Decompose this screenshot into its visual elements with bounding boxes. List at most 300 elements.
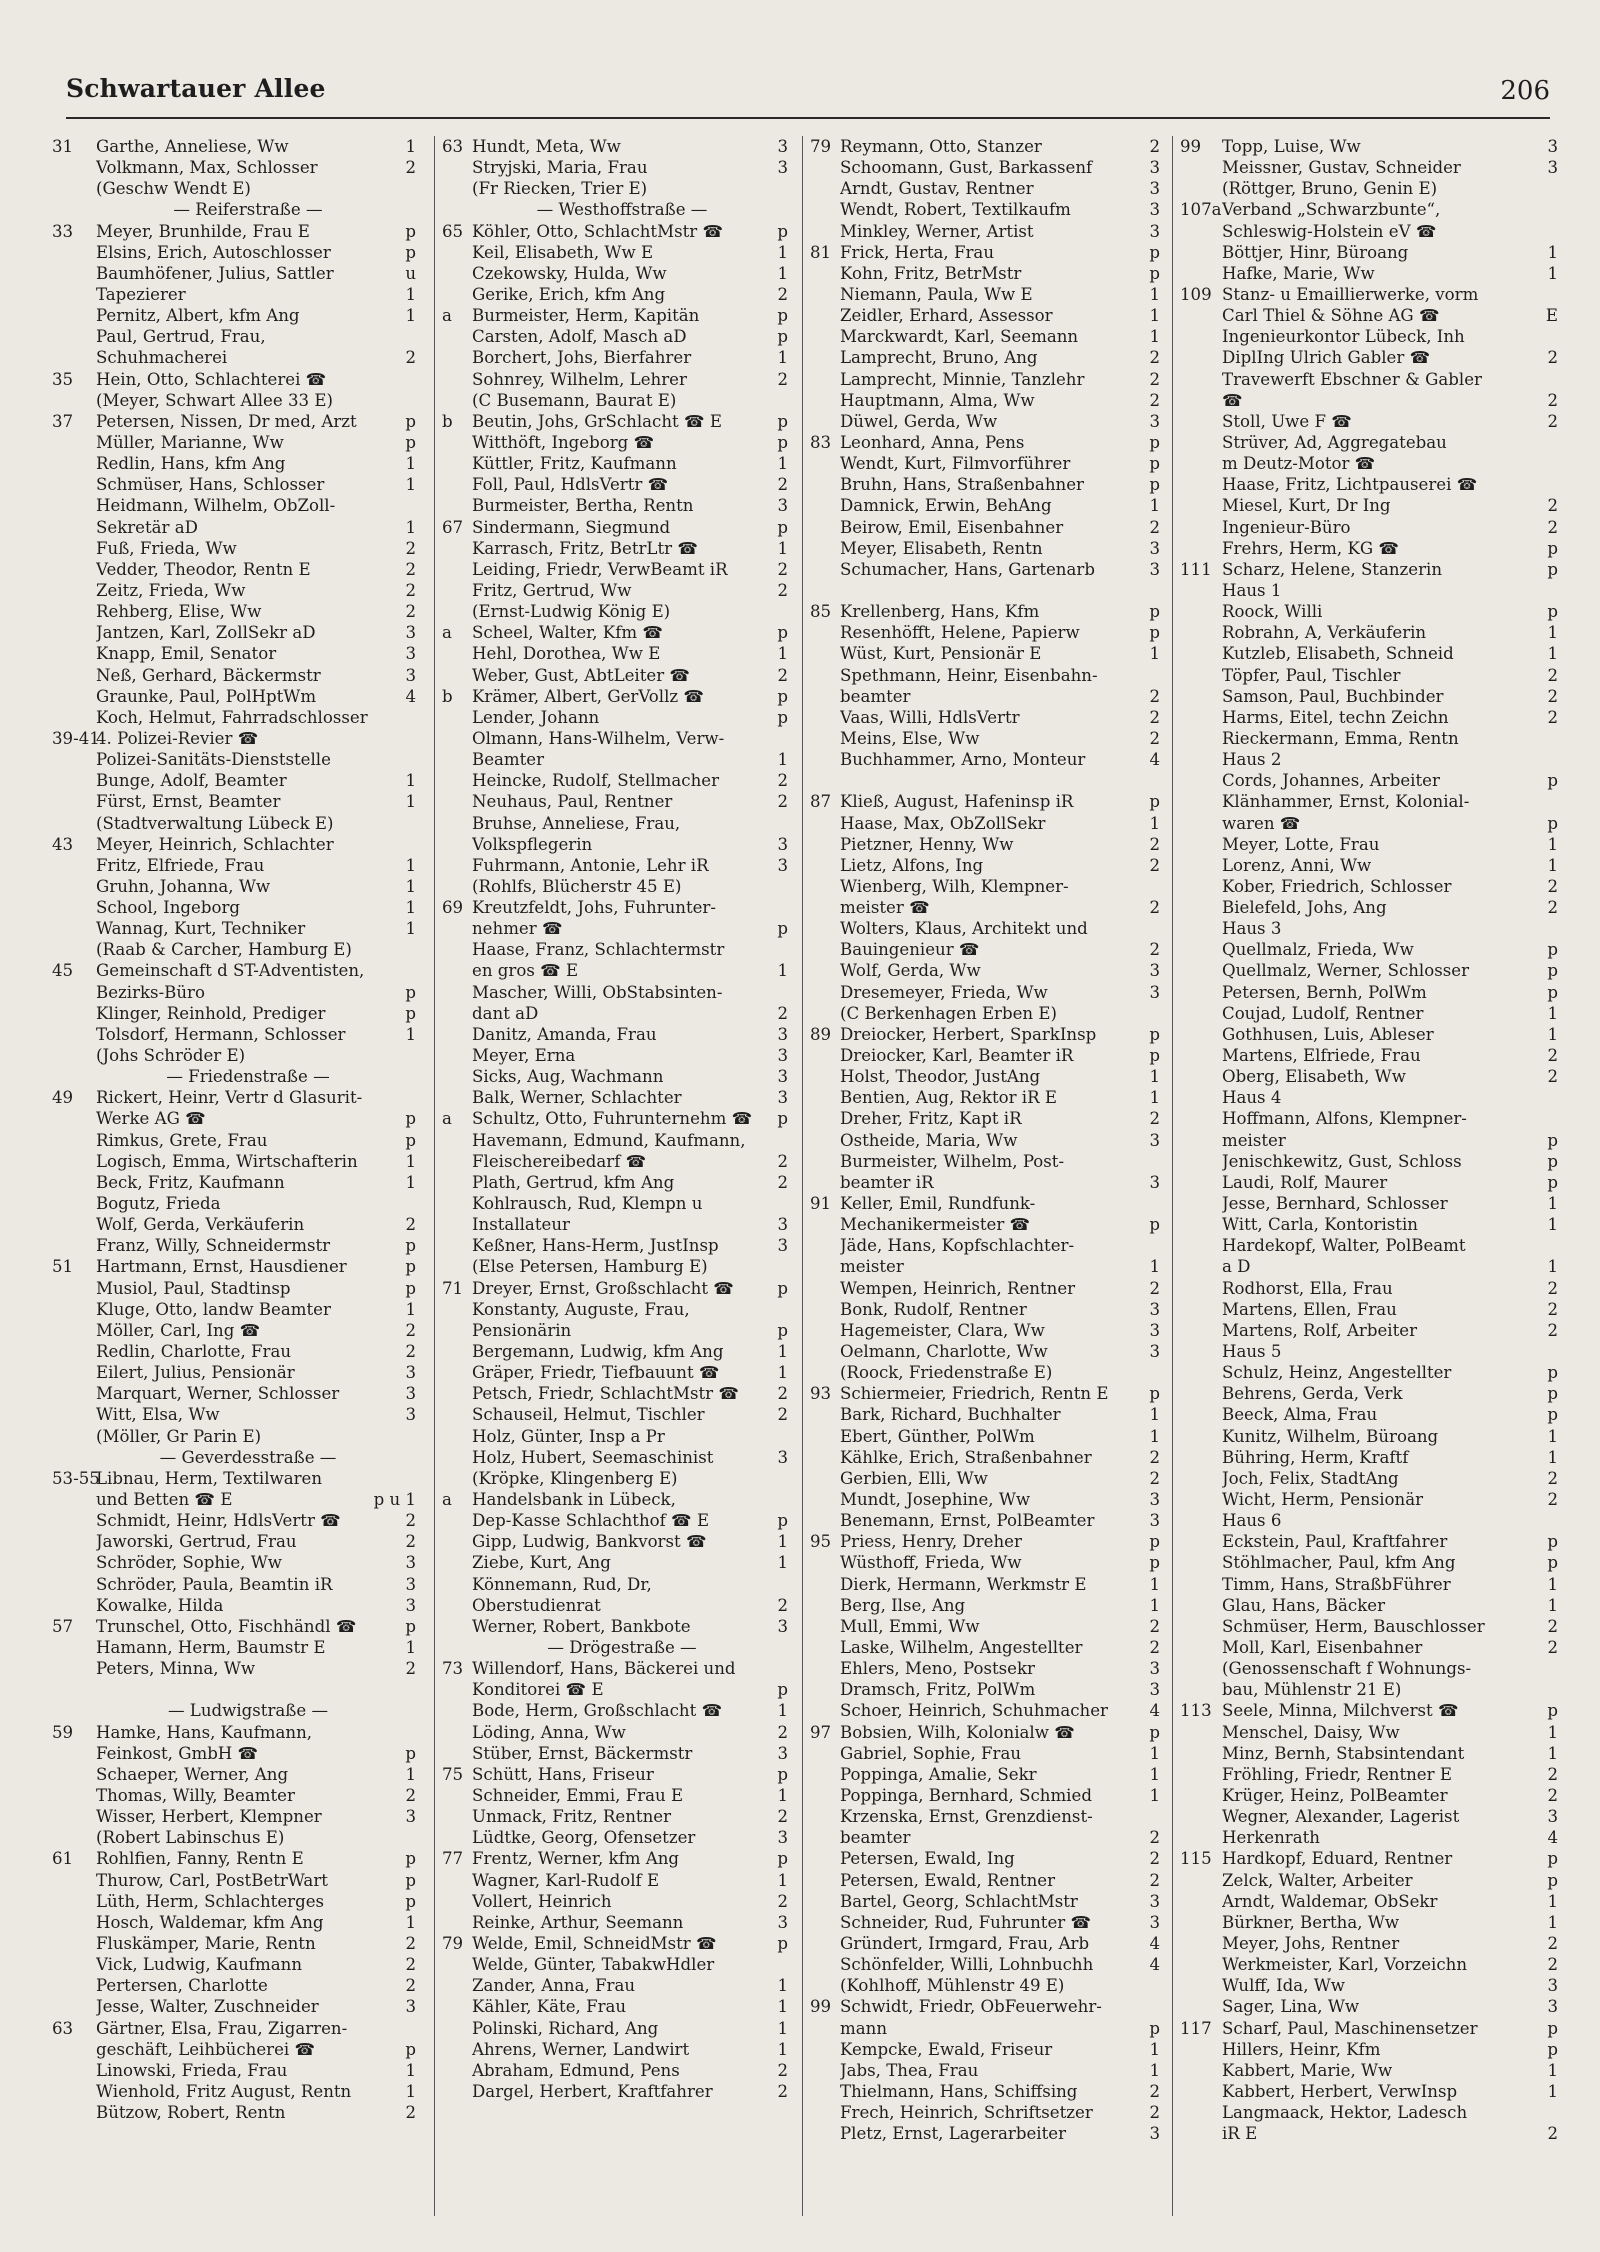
- floor-indicator: 2: [777, 580, 788, 600]
- entry-text: Holst, Theodor, JustAng: [840, 1067, 1041, 1087]
- directory-entry: [802, 1722, 1160, 1743]
- entry-text: Arndt, Gustav, Rentner: [840, 179, 1034, 199]
- entry-text: Dreher, Fritz, Kapt iR: [840, 1109, 1022, 1129]
- floor-indicator: p: [1547, 813, 1558, 833]
- house-number: [810, 749, 840, 770]
- directory-entry: [434, 1383, 788, 1404]
- entry-text: Gründert, Irmgard, Frau, Arb: [840, 1933, 1090, 1953]
- house-number: [442, 1996, 472, 2017]
- house-number: [1180, 876, 1222, 897]
- entry-text: Priess, Henry, Dreher: [840, 1532, 1022, 1552]
- entry-text: Kließ, August, Hafeninsp iR: [840, 792, 1074, 812]
- house-number: [442, 813, 472, 834]
- floor-indicator: [772, 1954, 788, 1975]
- directory-entry: [802, 242, 1160, 263]
- floor-indicator: 1: [1149, 1595, 1160, 1615]
- entry-text: Beirow, Emil, Eisenbahner: [840, 517, 1064, 537]
- directory-entry: [1172, 1299, 1558, 1320]
- entry-text: Jesse, Bernhard, Schlosser: [1222, 1194, 1448, 1214]
- entry-text: Dargel, Herbert, Kraftfahrer: [472, 2081, 713, 2101]
- floor-indicator: 2: [777, 475, 788, 495]
- floor-indicator: [772, 982, 788, 1003]
- house-number: [1180, 2123, 1222, 2144]
- house-number: [810, 1912, 840, 1933]
- directory-entry: [802, 432, 1160, 453]
- directory-entry: [1172, 1172, 1558, 1193]
- directory-entry: [802, 1954, 1160, 1975]
- entry-text: Lender, Johann: [472, 707, 600, 727]
- floor-indicator: p: [777, 1933, 788, 1953]
- floor-indicator: 1: [405, 1764, 416, 1784]
- directory-entry: [802, 1679, 1160, 1700]
- directory-entry: [434, 1003, 788, 1024]
- directory-entry: [434, 686, 788, 707]
- entry-text: Strüver, Ad, Aggregatebau: [1222, 432, 1447, 452]
- entry-text: (Fr Riecken, Trier E): [472, 179, 648, 199]
- floor-indicator: 2: [1149, 1616, 1160, 1636]
- floor-indicator: 2: [1547, 876, 1558, 896]
- directory-entry: [52, 2039, 416, 2060]
- floor-indicator: [1542, 1679, 1558, 1700]
- entry-text: Bogutz, Frieda: [96, 1194, 221, 1214]
- directory-entry: [434, 369, 788, 390]
- floor-indicator: p: [1547, 1405, 1558, 1425]
- house-number: [52, 1151, 96, 1172]
- house-number: [442, 1722, 472, 1743]
- entry-text: Gipp, Ludwig, Bankvorst ☎: [472, 1532, 707, 1552]
- house-number: [810, 1891, 840, 1912]
- directory-entry: [434, 2018, 788, 2039]
- directory-entry: [802, 1341, 1160, 1362]
- entry-text: Wagner, Karl-Rudolf E: [472, 1870, 660, 1890]
- house-number: [442, 538, 472, 559]
- house-number: [442, 770, 472, 791]
- directory-entry: [434, 813, 788, 834]
- directory-column-1: [52, 136, 416, 2216]
- floor-indicator: 2: [777, 1172, 788, 1192]
- entry-text: Schmidt, Heinr, HdlsVertr ☎: [96, 1511, 341, 1531]
- directory-entry: [52, 1764, 416, 1785]
- entry-text: Buchhammer, Arno, Monteur: [840, 750, 1086, 770]
- floor-indicator: [1144, 918, 1160, 939]
- house-number: 65: [442, 221, 464, 241]
- entry-text: DiplIng Ulrich Gabler ☎: [1222, 348, 1431, 368]
- floor-indicator: 2: [405, 1511, 416, 1531]
- directory-entry: [52, 1468, 416, 1489]
- entry-text: Herkenrath: [1222, 1828, 1320, 1848]
- house-number: 85: [810, 602, 832, 622]
- directory-entry: [802, 939, 1160, 960]
- house-number: [442, 199, 472, 220]
- house-number: [442, 390, 472, 411]
- house-number: a: [442, 623, 452, 643]
- house-number: [52, 665, 96, 686]
- house-number: [1180, 221, 1222, 242]
- directory-entry: [434, 834, 788, 855]
- house-number: [810, 1679, 840, 1700]
- floor-indicator: 2: [777, 665, 788, 685]
- entry-text: Haus 2: [1222, 750, 1282, 770]
- entry-text: Neß, Gerhard, Bäckermstr: [96, 665, 321, 685]
- entry-text: Leiding, Friedr, VerwBeamt iR: [472, 559, 728, 579]
- house-number: [1180, 2102, 1222, 2123]
- house-number: [52, 1637, 96, 1658]
- floor-indicator: [1144, 580, 1160, 601]
- entry-text: Balk, Werner, Schlachter: [472, 1088, 682, 1108]
- floor-indicator: p: [1149, 1532, 1160, 1552]
- directory-entry: [52, 1827, 416, 1848]
- entry-text: Bonk, Rudolf, Rentner: [840, 1299, 1027, 1319]
- house-number: [810, 559, 840, 580]
- entry-text: Martens, Rolf, Arbeiter: [1222, 1320, 1418, 1340]
- entry-text: Schaeper, Werner, Ang: [96, 1764, 289, 1784]
- house-number: [442, 1700, 472, 1721]
- directory-entry: [802, 1362, 1160, 1383]
- house-number: [1180, 1510, 1222, 1531]
- entry-text: Timm, Hans, StraßbFührer: [1222, 1574, 1451, 1594]
- directory-entry: [1172, 1214, 1558, 1235]
- house-number: [52, 1193, 96, 1214]
- floor-indicator: 4: [405, 686, 416, 706]
- directory-entry: [52, 432, 416, 453]
- house-number: [1180, 538, 1222, 559]
- header-divider: [66, 117, 1550, 119]
- entry-text: Düwel, Gerda, Ww: [840, 411, 998, 431]
- floor-indicator: 2: [777, 1405, 788, 1425]
- directory-entry: [52, 2018, 416, 2039]
- directory-entry: [434, 1404, 788, 1425]
- floor-indicator: 3: [777, 1024, 788, 1044]
- entry-text: School, Ingeborg: [96, 898, 241, 918]
- floor-indicator: 2: [777, 1722, 788, 1742]
- entry-text: Czekowsky, Hulda, Ww: [472, 263, 667, 283]
- house-number: [52, 1679, 96, 1700]
- directory-entry: [434, 538, 788, 559]
- directory-entry: [434, 326, 788, 347]
- entry-text: Holz, Günter, Insp a Pr: [472, 1426, 665, 1446]
- entry-text: meister ☎: [840, 898, 930, 918]
- floor-indicator: p: [405, 1849, 416, 1869]
- floor-indicator: 1: [405, 137, 416, 156]
- floor-indicator: 2: [1547, 707, 1558, 727]
- directory-entry: [1172, 1595, 1558, 1616]
- floor-indicator: [400, 2018, 416, 2039]
- floor-indicator: [1542, 1087, 1558, 1108]
- house-number: 57: [52, 1616, 74, 1636]
- directory-entry: [802, 1637, 1160, 1658]
- directory-entry: [434, 1278, 788, 1299]
- directory-entry: [1172, 390, 1558, 411]
- entry-text: beamter iR: [840, 1172, 934, 1192]
- entry-text: m Deutz-Motor ☎: [1222, 454, 1376, 474]
- house-number: [810, 643, 840, 664]
- directory-entry: [434, 1235, 788, 1256]
- house-number: [1180, 1891, 1222, 1912]
- directory-entry: [52, 178, 416, 199]
- entry-text: Dramsch, Fritz, PolWm: [840, 1680, 1036, 1700]
- entry-text: Glau, Hans, Bäcker: [1222, 1595, 1385, 1615]
- floor-indicator: 2: [1149, 137, 1160, 156]
- house-number: [52, 1108, 96, 1129]
- floor-indicator: p u 1: [373, 1490, 416, 1509]
- floor-indicator: [400, 495, 416, 516]
- floor-indicator: p: [1547, 961, 1558, 981]
- floor-indicator: 1: [777, 1785, 788, 1805]
- directory-entry: [52, 1595, 416, 1616]
- floor-indicator: p: [1149, 2018, 1160, 2038]
- directory-entry: [52, 284, 416, 305]
- floor-indicator: 2: [405, 1976, 416, 1996]
- house-number: [442, 601, 472, 622]
- house-number: [52, 453, 96, 474]
- directory-entry: [1172, 1975, 1558, 1996]
- house-number: [810, 1806, 840, 1827]
- directory-entry: [802, 221, 1160, 242]
- directory-entry: [434, 707, 788, 728]
- directory-entry: [434, 601, 788, 622]
- entry-text: Hagemeister, Clara, Ww: [840, 1320, 1045, 1340]
- floor-indicator: 1: [777, 750, 788, 770]
- entry-text: Ebert, Günther, PolWm: [840, 1426, 1035, 1446]
- entry-text: en gros ☎ E: [472, 961, 579, 981]
- entry-text: Bruhn, Hans, Straßenbahner: [840, 475, 1084, 495]
- house-number: [810, 1595, 840, 1616]
- floor-indicator: 1: [1547, 1447, 1558, 1467]
- directory-entry: [1172, 2039, 1558, 2060]
- entry-text: Hauptmann, Alma, Ww: [840, 390, 1035, 410]
- house-number: [52, 1045, 96, 1066]
- house-number: [52, 1447, 96, 1468]
- floor-indicator: [400, 369, 416, 390]
- entry-text: Handelsbank in Lübeck,: [472, 1490, 676, 1509]
- house-number: 77: [442, 1849, 464, 1869]
- entry-text: Willendorf, Hans, Bäckerei und: [472, 1659, 736, 1679]
- entry-text: Trunschel, Otto, Fischhändl ☎: [96, 1616, 357, 1636]
- floor-indicator: 2: [1149, 348, 1160, 368]
- floor-indicator: p: [777, 327, 788, 347]
- directory-entry: [1172, 855, 1558, 876]
- directory-entry: [434, 1996, 788, 2017]
- house-number: [442, 1806, 472, 1827]
- floor-indicator: p: [405, 1257, 416, 1277]
- entry-text: Resenhöfft, Helene, Papierw: [840, 623, 1080, 643]
- cross-street-heading: [52, 1066, 416, 1087]
- directory-entry: [802, 1912, 1160, 1933]
- directory-entry: [434, 1933, 788, 1954]
- house-number: [810, 707, 840, 728]
- directory-entry: [802, 580, 1160, 601]
- entry-text: Haus 6: [1222, 1511, 1282, 1531]
- entry-text: Oberg, Elisabeth, Ww: [1222, 1067, 1406, 1087]
- house-number: [442, 1679, 472, 1700]
- floor-indicator: [772, 178, 788, 199]
- house-number: [810, 580, 840, 601]
- entry-text: Tapezierer: [96, 284, 186, 304]
- house-number: [52, 517, 96, 538]
- entry-text: meister: [1222, 1130, 1286, 1150]
- floor-indicator: 2: [405, 1342, 416, 1362]
- house-number: [810, 686, 840, 707]
- floor-indicator: 2: [405, 1933, 416, 1953]
- directory-entry: [802, 643, 1160, 664]
- floor-indicator: 3: [1547, 1997, 1558, 2017]
- directory-entry: [1172, 960, 1558, 981]
- directory-entry: [1172, 1764, 1558, 1785]
- house-number: [442, 834, 472, 855]
- floor-indicator: 2: [405, 348, 416, 368]
- directory-entry: [1172, 1510, 1558, 1531]
- house-number: [1180, 1870, 1222, 1891]
- cross-street-label: — Drögestraße —: [547, 1637, 697, 1657]
- entry-text: Krzenska, Ernst, Grenzdienst-: [840, 1807, 1093, 1827]
- floor-indicator: p: [777, 306, 788, 326]
- floor-indicator: 2: [1149, 1870, 1160, 1890]
- directory-entry: [52, 749, 416, 770]
- house-number: [1180, 1722, 1222, 1743]
- house-number: [52, 1404, 96, 1425]
- house-number: [52, 1912, 96, 1933]
- entry-text: Baumhöfener, Julius, Sattler: [96, 263, 334, 283]
- house-number: [52, 1996, 96, 2017]
- directory-entry: [1172, 1235, 1558, 1256]
- house-number: [442, 1320, 472, 1341]
- directory-entry: [1172, 1087, 1558, 1108]
- directory-entry: [52, 1975, 416, 1996]
- floor-indicator: 3: [777, 1067, 788, 1087]
- house-number: [810, 1426, 840, 1447]
- house-number: [1180, 1595, 1222, 1616]
- house-number: [442, 918, 472, 939]
- house-number: [1180, 1003, 1222, 1024]
- floor-indicator: [1542, 1658, 1558, 1679]
- directory-entry: [434, 1341, 788, 1362]
- entry-text: Mundt, Josephine, Ww: [840, 1490, 1031, 1509]
- house-number: [52, 1743, 96, 1764]
- floor-indicator: p: [1149, 602, 1160, 622]
- house-number: [1180, 791, 1222, 812]
- entry-text: Feinkost, GmbH ☎: [96, 1743, 259, 1763]
- directory-entry: [1172, 284, 1558, 305]
- floor-indicator: p: [1547, 1172, 1558, 1192]
- directory-entry: [434, 1087, 788, 1108]
- directory-entry: [1172, 1743, 1558, 1764]
- floor-indicator: 2: [1149, 1637, 1160, 1657]
- house-number: [52, 1552, 96, 1573]
- page-header: [66, 74, 1550, 114]
- floor-indicator: 3: [777, 1828, 788, 1848]
- directory-entry: [434, 221, 788, 242]
- floor-indicator: 1: [405, 284, 416, 304]
- entry-text: Robrahn, A, Verkäuferin: [1222, 623, 1427, 643]
- directory-entry: [802, 1468, 1160, 1489]
- directory-entry: [434, 305, 788, 326]
- entry-text: Dreyer, Ernst, Großschlacht ☎: [472, 1278, 734, 1298]
- entry-text: bau, Mühlenstr 21 E): [1222, 1680, 1402, 1700]
- floor-indicator: p: [405, 1109, 416, 1129]
- entry-text: Redlin, Hans, kfm Ang: [96, 454, 286, 474]
- house-number: [810, 1130, 840, 1151]
- house-number: [810, 2060, 840, 2081]
- entry-text: Dresemeyer, Frieda, Ww: [840, 982, 1048, 1002]
- house-number: [442, 474, 472, 495]
- house-number: [442, 1024, 472, 1045]
- house-number: [442, 707, 472, 728]
- house-number: [810, 918, 840, 939]
- directory-entry: [52, 960, 416, 981]
- entry-text: Keil, Elisabeth, Ww E: [472, 242, 654, 262]
- entry-text: Schröder, Sophie, Ww: [96, 1553, 282, 1573]
- directory-entry: [52, 982, 416, 1003]
- entry-text: Ingenieur-Büro: [1222, 517, 1351, 537]
- house-number: [1180, 453, 1222, 474]
- entry-text: Wienhold, Fritz August, Rentn: [96, 2081, 352, 2101]
- entry-text: Martens, Ellen, Frau: [1222, 1299, 1397, 1319]
- directory-entry: [1172, 453, 1558, 474]
- entry-text: nehmer ☎: [472, 919, 563, 939]
- floor-indicator: 3: [777, 1046, 788, 1066]
- directory-entry: [434, 1870, 788, 1891]
- floor-indicator: 1: [777, 263, 788, 283]
- house-number: [810, 1341, 840, 1362]
- entry-text: Hamke, Hans, Kaufmann,: [96, 1722, 313, 1742]
- entry-text: Jantzen, Karl, ZollSekr aD: [96, 623, 316, 643]
- entry-text: Burmeister, Wilhelm, Post-: [840, 1151, 1065, 1171]
- floor-indicator: 2: [1149, 2103, 1160, 2123]
- entry-text: Müller, Marianne, Ww: [96, 432, 284, 452]
- directory-entry: [802, 1320, 1160, 1341]
- house-number: [442, 960, 472, 981]
- floor-indicator: 3: [1149, 158, 1160, 178]
- entry-text: Böttjer, Hinr, Büroang: [1222, 242, 1409, 262]
- directory-entry: [52, 665, 416, 686]
- directory-column-2: [434, 136, 788, 2216]
- entry-text: Schuhmacherei: [96, 348, 228, 368]
- floor-indicator: 1: [405, 475, 416, 495]
- house-number: [810, 2018, 840, 2039]
- cross-street-heading: [52, 199, 416, 220]
- floor-indicator: 1: [777, 1976, 788, 1996]
- directory-entry: [802, 1278, 1160, 1299]
- directory-entry: [802, 2060, 1160, 2081]
- entry-text: Arndt, Waldemar, ObSekr: [1222, 1891, 1438, 1911]
- floor-indicator: 2: [1149, 517, 1160, 537]
- directory-entry: [52, 1362, 416, 1383]
- house-number: [810, 347, 840, 368]
- house-number: [442, 982, 472, 1003]
- house-number: [52, 2039, 96, 2060]
- floor-indicator: [1542, 749, 1558, 770]
- house-number: [442, 643, 472, 664]
- floor-indicator: [1542, 326, 1558, 347]
- entry-text: Lüth, Herm, Schlachterges: [96, 1891, 325, 1911]
- directory-entry: [1172, 1700, 1558, 1721]
- floor-indicator: 1: [1149, 2039, 1160, 2059]
- entry-text: [840, 580, 1144, 601]
- entry-text: Heincke, Rudolf, Stellmacher: [472, 771, 720, 791]
- entry-text: Schröder, Paula, Beamtin iR: [96, 1574, 333, 1594]
- house-number: [442, 1404, 472, 1425]
- house-number: [1180, 1362, 1222, 1383]
- house-number: [1180, 2060, 1222, 2081]
- entry-text: Wienberg, Wilh, Klempner-: [840, 876, 1069, 896]
- house-number: [1180, 1066, 1222, 1087]
- entry-text: Niemann, Paula, Ww E: [840, 284, 1033, 304]
- entry-text: Petersen, Bernh, PolWm: [1222, 982, 1427, 1002]
- floor-indicator: 1: [1547, 1722, 1558, 1742]
- entry-text: Neuhaus, Paul, Rentner: [472, 792, 673, 812]
- house-number: [1180, 1235, 1222, 1256]
- floor-indicator: 2: [777, 1151, 788, 1171]
